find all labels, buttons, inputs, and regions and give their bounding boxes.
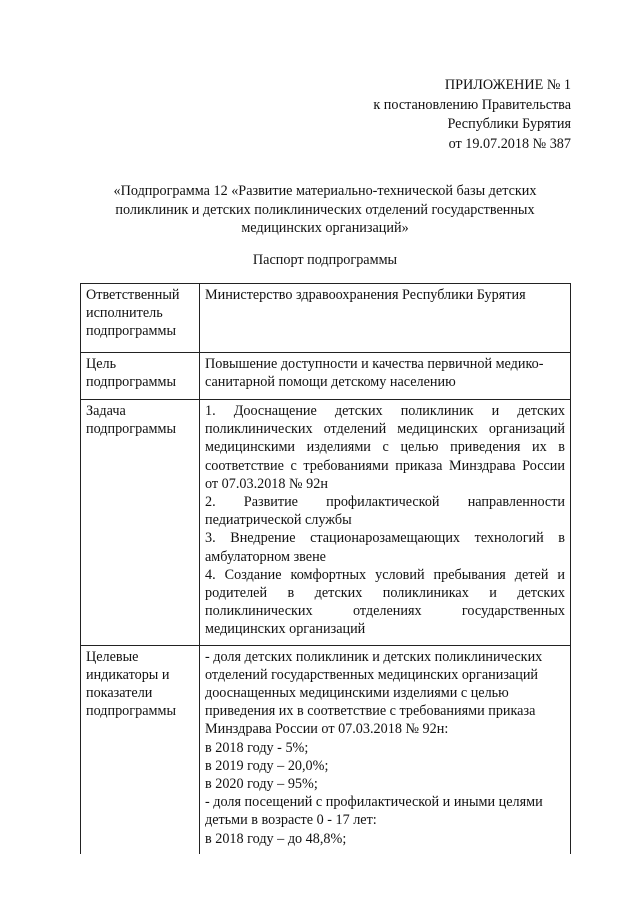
content-line: Министерство здравоохранения Республики Бурятия [205, 287, 526, 303]
content-line: 4. Создание комфортных условий пребывания детей и [205, 566, 565, 583]
content-line: медицинских организаций [205, 621, 366, 638]
content-line: поликлинических отделениях государственных [205, 603, 565, 620]
table-row-responsible [81, 284, 571, 353]
content-line: в 2018 году - 5%; [205, 739, 309, 756]
table-row-tasks [81, 400, 571, 646]
content-line: поликлинических отделений медицинских организаций [205, 421, 565, 438]
content-line: санитарной помощи детскому населению [205, 374, 456, 391]
row-label [81, 353, 200, 400]
content-line: отделений государственных медицинских организаций [205, 666, 539, 683]
content-line: Минздрава России от 07.03.2018 № 92н: [205, 721, 449, 738]
content-line: родителей в детских поликлиниках и детских [205, 585, 565, 602]
content-line: амбулаторном звене [205, 548, 326, 565]
content-line: в 2019 году – 20,0%; [205, 757, 329, 774]
content-line: в 2018 году – до 48,8%; [205, 830, 347, 847]
label-line: Целевые [86, 648, 139, 665]
label-line: исполнитель [86, 305, 163, 322]
passport-table [80, 283, 571, 854]
title-line: медицинских организаций» [241, 220, 409, 236]
content-line: 3. Внедрение стационарозамещающих технологий в [205, 530, 565, 547]
row-content [200, 284, 571, 353]
appendix-title: ПРИЛОЖЕНИЕ № 1 [444, 77, 571, 93]
content-line: соответствие с требованиями приказа Минздрава России [205, 457, 565, 474]
content-line: педиатрической службы [205, 512, 352, 529]
content-line: - доля детских поликлиник и детских поликлинических [205, 648, 543, 665]
content-line: от 07.03.2018 № 92н [205, 475, 328, 492]
content-line: - доля посещений с профилактической и иными целями [205, 794, 543, 811]
appendix-date-number: от 19.07.2018 № 387 [448, 135, 571, 152]
label-line: подпрограммы [86, 323, 176, 340]
appendix-resolution: к постановлению Правительства [373, 96, 571, 113]
content-line: Повышение доступности и качества первичной медико- [205, 356, 544, 372]
label-line: Цель [86, 356, 117, 372]
content-line: детьми в возрасте 0 - 17 лет: [205, 812, 377, 829]
label-line: показатели [86, 685, 153, 702]
row-content [200, 353, 571, 400]
document-title [80, 182, 570, 238]
content-line: 2. Развитие профилактической направленности [205, 494, 565, 511]
content-line: в 2020 году – 95%; [205, 776, 318, 793]
content-line: 1. Дооснащение детских поликлиник и детских [205, 403, 565, 419]
row-content [200, 645, 571, 854]
label-line: Ответственный [86, 287, 180, 303]
label-line: подпрограммы [86, 703, 176, 720]
label-line: подпрограммы [86, 421, 176, 438]
table-row-indicators [81, 645, 571, 854]
label-line: подпрограммы [86, 374, 176, 391]
title-line: поликлиник и детских поликлинических отделений государственных [115, 201, 535, 218]
row-label [81, 400, 200, 646]
content-line: дооснащенных медицинскими изделиями с целью [205, 685, 509, 702]
passport-heading: Паспорт подпрограммы [252, 252, 398, 268]
content-line: приведения их в соответствие с требованиями приказа [205, 703, 536, 720]
table-row-goal [81, 353, 571, 400]
label-line: Задача [86, 403, 126, 419]
appendix-header [373, 76, 571, 154]
row-label [81, 284, 200, 353]
title-line: «Подпрограмма 12 «Развитие материально-технической базы детских [113, 183, 537, 199]
appendix-republic: Республики Бурятия [447, 116, 571, 132]
row-content [200, 400, 571, 646]
content-line: медицинскими изделиями с целью приведения их в [205, 439, 565, 456]
row-label [81, 645, 200, 854]
label-line: индикаторы и [86, 666, 170, 683]
